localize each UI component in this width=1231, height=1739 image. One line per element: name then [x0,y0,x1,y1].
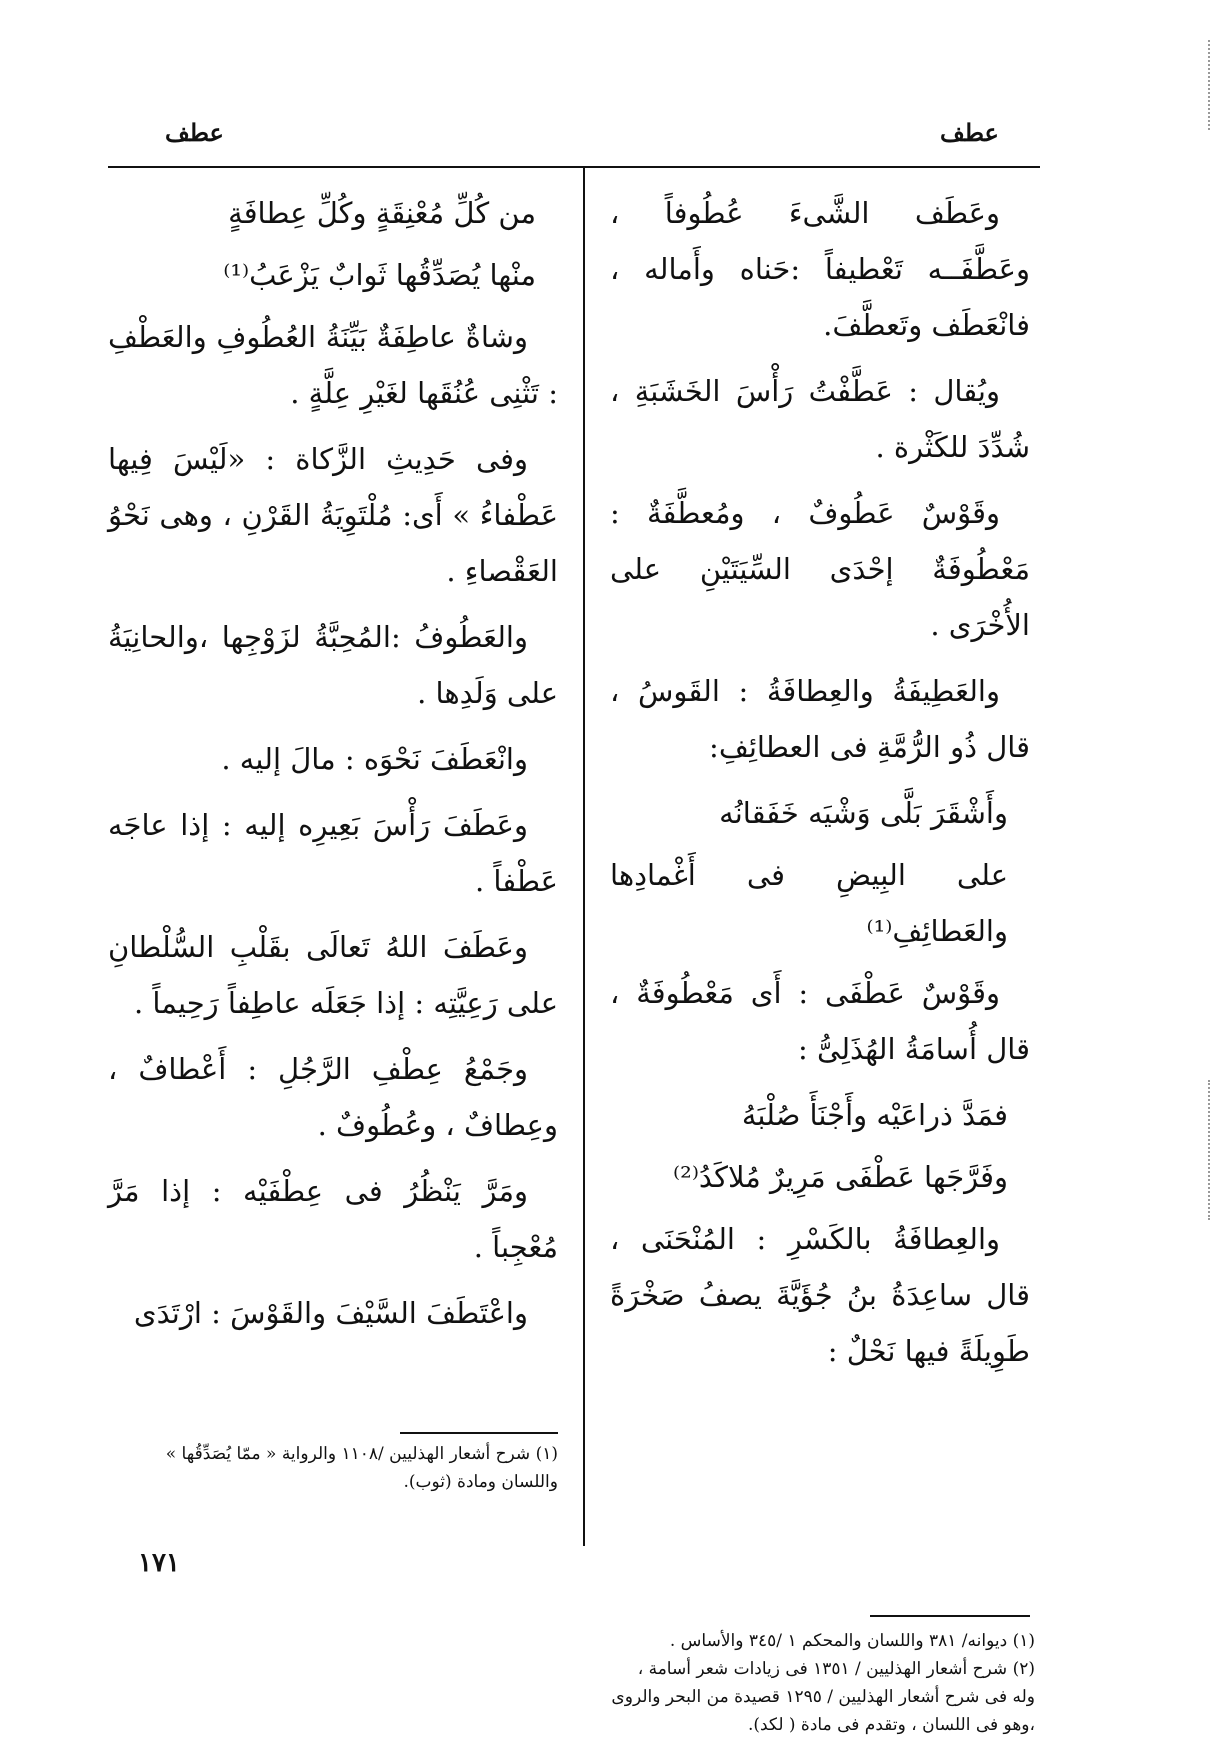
entry-paragraph: وفى حَدِيثِ الزَّكاة : «لَيْسَ فِيها عَطْفاءُ » أَى: مُلْتَوِيَةُ القَرْنِ ، وهى نَحْوُ العَقْصاءِ . [108,442,558,588]
footnote-rule-left [400,1432,558,1434]
page-number: ١٧١ [138,1548,180,1578]
entry-paragraph: وعَطَفَ رَأْسَ بَعِيرِه إليه : إذا عاجَه عَطْفاً . [108,808,558,898]
footnote-rule-right [870,1615,1030,1617]
verse-line: وأَشْقَرَ بَلَّى وَشْيَه خَفَقانُه [719,796,1008,830]
right-column [610,185,1030,1389]
footnotes-left [108,1440,558,1496]
entry-paragraph: وشاةٌ عاطِفَةٌ بَيِّنَةُ العُطُوفِ والعَطْفِ : تَثْنِى عُنُقَها لغَيْرِ عِلَّةٍ . [108,320,558,410]
column-divider [583,166,585,1546]
scan-edge-mark [1208,1080,1212,1220]
entry-paragraph: وقَوْسٌ عَطْفَى : أَى مَعْطُوفَةٌ ، قال أُسامَةُ الهُذَلِىُّ : [610,976,1030,1066]
entry-paragraph: وقَوْسٌ عَطُوفٌ ، ومُعطَّفَةٌ : مَعْطُوفَةٌ إحْدَى السِّيَتَيْنِ على الأُخْرَى . [610,496,1030,642]
verse-line: منْها يُصَدِّقُها ثَوابٌ يَزْعَبُ⁽¹⁾ [223,258,536,292]
scan-edge-mark [1208,40,1212,130]
left-column [108,185,558,1351]
entry-paragraph: واعْتَطَفَ السَّيْفَ والقَوْسَ : ارْتَدَى [133,1296,528,1330]
entry-paragraph: والعَطِيفَةُ والعِطافَةُ : القَوسُ ، قال ذُو الرُّمَّةِ فى العطائِفِ: [610,674,1030,764]
entry-paragraph: والعَطُوفُ :المُحِبَّةُ لزَوْجِها ،والحانِيَةُ على وَلَدِها . [108,620,558,710]
footnote: (٢) شرح أشعار الهذليين / ١٣٥١ فى زيادات شعر أسامة ، وله فى شرح أشعار الهذليين / ١٢٩٥ قصيدة من البحر والروى ،وهو فى اللسان ، وتقدم فى مادة ( لكد). [611,1659,1035,1735]
footnotes-right [610,1627,1035,1739]
running-header-left: عطف [165,118,224,147]
footnote: (١) شرح أشعار الهذليين /١١٠٨ والرواية « ممّا يُصَدِّقُها » واللسان ومادة (ثوب). [165,1444,558,1492]
verse-line: من كُلِّ مُعْنِقَةٍ وكُلِّ عِطافَةٍ [228,196,536,230]
footnote: (١) ديوانه/ ٣٨١ واللسان والمحكم ١ /٣٤٥ والأساس . [669,1631,1035,1651]
entry-paragraph: ويُقال : عَطَّفْتُ رَأْسَ الخَشَبَةِ ، شُدِّدَ للكَثْرة . [610,374,1030,464]
entry-paragraph: وعَطَف الشَّىءَ عُطُوفاً ، وعَطَّفَــه تَعْطيفاً :حَناه وأَماله ، فانْعَطَف وتَعطَّفَ. [610,196,1030,342]
running-header-right: عطف [940,118,999,147]
entry-paragraph: ومَرَّ يَنْظُرُ فى عِطْفَيْه : إذا مَرَّ مُعْجِباً . [108,1174,558,1264]
verse-line: على البِيضِ فى أَغْمادِها والعَطائِفِ⁽¹⁾ [610,858,1008,948]
entry-paragraph: وانْعَطَفَ نَحْوَه : مالَ إليه . [221,742,528,776]
header-rule [108,166,1040,168]
entry-paragraph: والعِطافَةُ بالكَسْرِ : المُنْحَنَى ، قال ساعِدَةُ بنُ جُؤَيَّةَ يصفُ صَخْرَةً طَوِيلَةً فيها نَحْلٌ : [610,1222,1030,1368]
entry-paragraph: وعَطَفَ اللهُ تَعالَى بقَلْبِ السُّلْطانِ على رَعِيَّتِه : إذا جَعَلَه عاطِفاً رَحِيماً . [108,930,558,1020]
verse-line: فمَدَّ ذراعَيْه وأَجْنَأَ صُلْبَهُ [741,1098,1008,1132]
entry-paragraph: وجَمْعُ عِطْفِ الرَّجُلِ : أَعْطافٌ ، وعِطافٌ ، وعُطُوفٌ . [108,1052,558,1142]
verse-line: وفَرَّجَها عَطْفَى مَرِيرٌ مُلاكَدُ⁽²⁾ [673,1160,1008,1194]
